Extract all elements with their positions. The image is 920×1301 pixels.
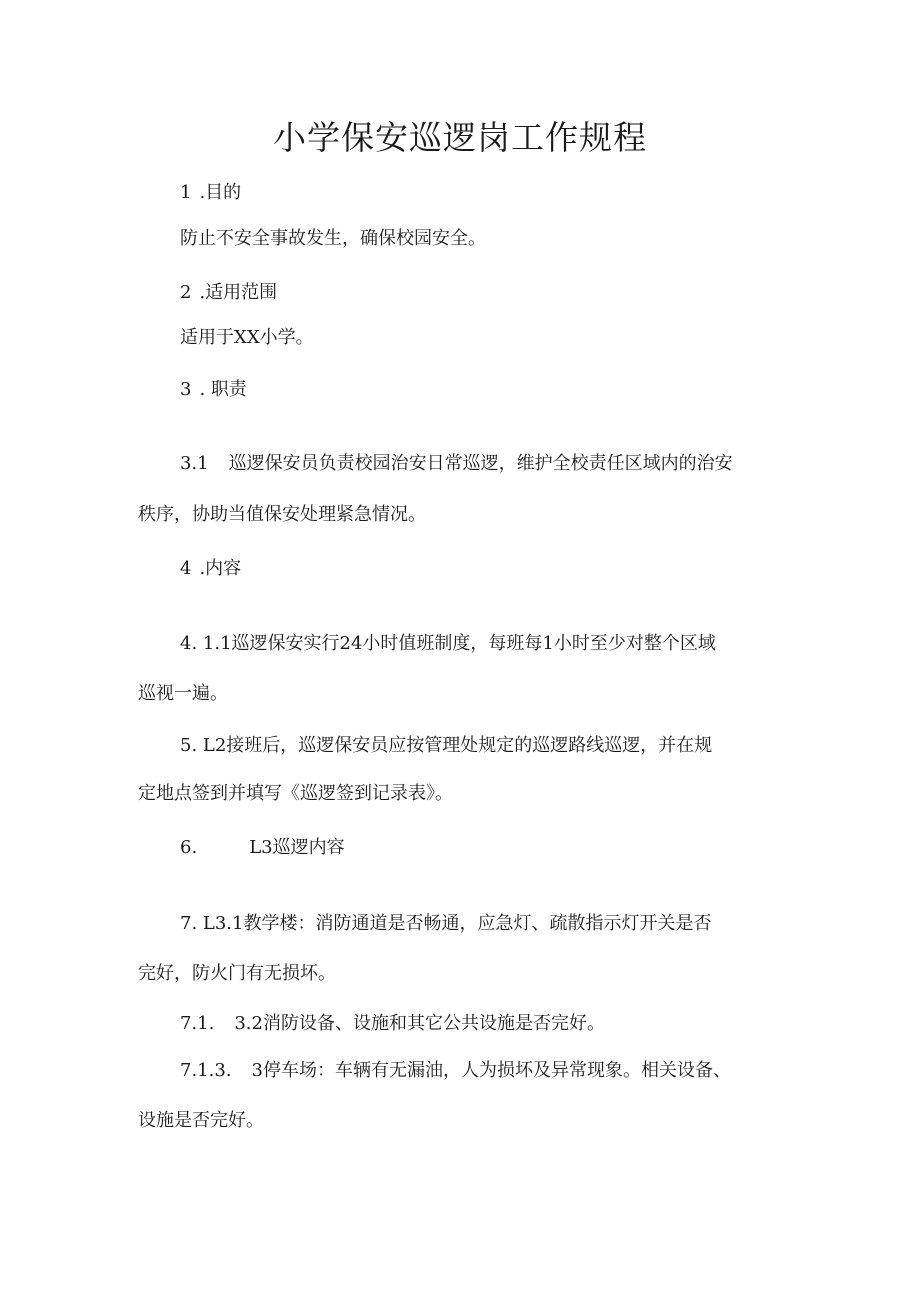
section-1-body: 防止不安全事故发生，确保校园安全。 bbox=[180, 228, 486, 249]
paragraph-7-1-text: 3.2消防设备、设施和其它公共设施是否完好。 bbox=[234, 1013, 605, 1034]
paragraph-4-line-1: 4. 1.1巡逻保安实行24小时值班制度，每班每1小时至少对整个区域 bbox=[180, 633, 716, 654]
paragraph-7-1-3-text: 3停车场：车辆有无漏油，人为损坏及异常现象。相关设备、 bbox=[251, 1060, 731, 1081]
section-2-number: 2 bbox=[180, 282, 192, 303]
section-4-number: 4 bbox=[180, 558, 192, 579]
section-2-heading bbox=[180, 281, 277, 305]
section-1-heading bbox=[180, 181, 241, 205]
section-4-title: .内容 bbox=[199, 558, 242, 579]
section-3-title: . 职责 bbox=[199, 379, 247, 400]
clause-3-1-number: 3.1 bbox=[180, 453, 209, 474]
paragraph-5-line-1: 5. L2接班后，巡逻保安员应按管理处规定的巡逻路线巡逻，并在规 bbox=[180, 735, 713, 756]
paragraph-7-1 bbox=[180, 1012, 605, 1036]
section-2-title: .适用范围 bbox=[199, 282, 278, 303]
clause-3-1-line-2: 秩序，协助当值保安处理紧急情况。 bbox=[138, 504, 426, 525]
paragraph-7-1-number: 7.1. bbox=[180, 1013, 215, 1034]
section-3-heading bbox=[180, 378, 247, 402]
paragraph-7-1-3-line-1 bbox=[180, 1059, 731, 1083]
paragraph-5-line-2: 定地点签到并填写《巡逻签到记录表》。 bbox=[138, 783, 453, 804]
paragraph-7-1-3-number: 7.1.3. bbox=[180, 1060, 232, 1081]
paragraph-6-number: 6. bbox=[180, 837, 198, 858]
section-4-heading bbox=[180, 557, 241, 581]
paragraph-6 bbox=[180, 836, 345, 860]
clause-3-1-line-1 bbox=[180, 452, 733, 476]
section-1-title: .目的 bbox=[199, 182, 242, 203]
paragraph-4-line-2: 巡视一遍。 bbox=[138, 683, 228, 704]
paragraph-6-text: L3巡逻内容 bbox=[249, 837, 345, 858]
clause-3-1-text: 巡逻保安员负责校园治安日常巡逻，维护全校责任区域内的治安 bbox=[228, 453, 733, 474]
section-3-number: 3 bbox=[180, 379, 192, 400]
section-2-body: 适用于XX小学。 bbox=[180, 327, 314, 348]
paragraph-7-line-2: 完好，防火门有无损坏。 bbox=[138, 963, 336, 984]
document-title: 小学保安巡逻岗工作规程 bbox=[273, 118, 647, 157]
paragraph-7-line-1: 7. L3.1教学楼：消防通道是否畅通，应急灯、疏散指示灯开关是否 bbox=[180, 913, 712, 934]
paragraph-7-1-3-line-2: 设施是否完好。 bbox=[138, 1110, 264, 1131]
section-1-number: 1 bbox=[180, 182, 192, 203]
